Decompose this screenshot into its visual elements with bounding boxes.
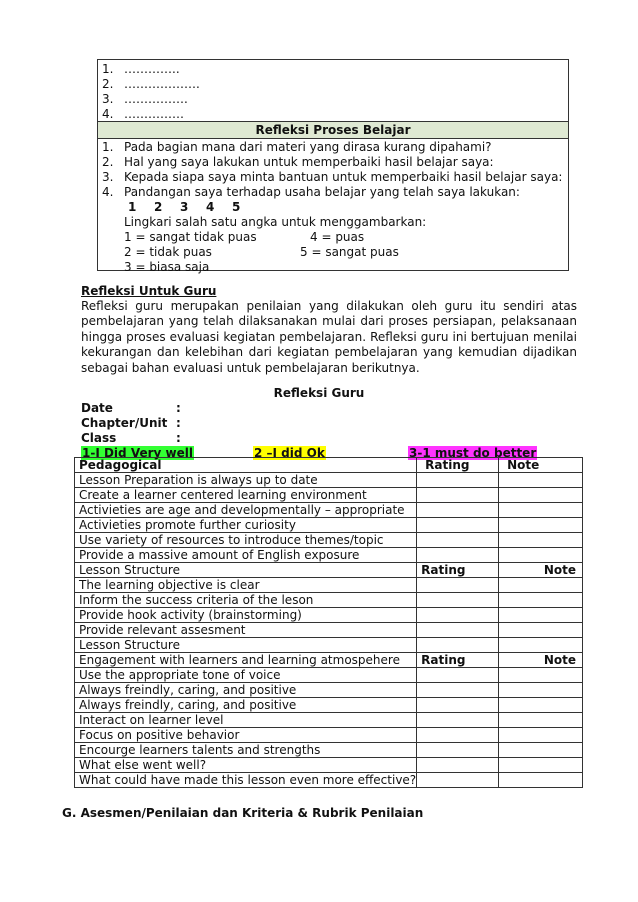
- list-item: 1. …………..: [102, 62, 180, 76]
- table-row: [75, 608, 583, 623]
- proses-list: [98, 140, 568, 275]
- table-row: [75, 713, 583, 728]
- table-row: [75, 488, 583, 503]
- table-cell-note: [499, 668, 583, 683]
- table-row: [75, 623, 583, 638]
- table-row: [75, 518, 583, 533]
- table-row: [75, 593, 583, 608]
- table-row: [75, 533, 583, 548]
- refleksi-guru-title: Refleksi Guru: [273, 386, 365, 400]
- table-cell-note: [499, 623, 583, 638]
- table-cell-item: Focus on positive behavior: [75, 728, 417, 743]
- table-row: [75, 683, 583, 698]
- scale-legend-row: 2 = tidak puas 5 = sangat puas: [124, 245, 399, 259]
- table-cell-rating: [417, 623, 499, 638]
- table-cell-item: The learning objective is clear: [75, 578, 417, 593]
- table-cell-item: Interact on learner level: [75, 713, 417, 728]
- table-cell-note: [499, 548, 583, 563]
- table-row: [75, 473, 583, 488]
- scale-legend-row: 3 = biasa saja: [124, 260, 210, 274]
- table-cell-note: [499, 683, 583, 698]
- table-row: [75, 638, 583, 653]
- table-cell-item: Activieties are age and developmentally – appropriate: [75, 503, 417, 518]
- table-cell-item: Use variety of resources to introduce themes/topic: [75, 533, 417, 548]
- list-item: 2. Hal yang saya lakukan untuk memperbaiki hasil belajar saya:: [102, 155, 494, 169]
- blank-list: [98, 60, 568, 122]
- table-cell-rating: [417, 593, 499, 608]
- instruction-text: Lingkari salah satu angka untuk menggambarkan:: [124, 215, 427, 229]
- reflection-table: [74, 457, 583, 788]
- table-cell-note: [499, 758, 583, 773]
- table-cell-item: Engagement with learners and learning atmospehere: [75, 653, 417, 668]
- table-row: [75, 758, 583, 773]
- table-row: [75, 668, 583, 683]
- list-item: 4. ……………: [102, 107, 184, 121]
- table-cell-rating: [417, 488, 499, 503]
- table-cell-item: Pedagogical: [75, 458, 417, 473]
- legend-ok: 2 –I did Ok: [254, 446, 325, 460]
- table-row: [75, 698, 583, 713]
- table-cell-item: What else went well?: [75, 758, 417, 773]
- table-cell-note: [499, 488, 583, 503]
- guru-paragraph: Refleksi guru merupakan penilaian yang dilakukan oleh guru itu sendiri atas pembelajaran yang telah dilaksanakan mulai dari proses persiapan, pelaksanaan hingga proses evaluasi kegiatan pembelajaran. Refleksi guru ini bertujuan menilai kekurangan dan kelebihan dari kegiatan pembelajaran yang kemudian dijadikan sebagai bahan evaluasi untuk pembelajaran berikutnya.: [81, 299, 577, 375]
- table-cell-rating: [417, 518, 499, 533]
- table-row: [75, 773, 583, 788]
- proses-header: Refleksi Proses Belajar: [98, 121, 568, 139]
- table-cell-rating: [417, 668, 499, 683]
- table-cell-rating: Rating: [417, 563, 499, 578]
- table-cell-rating: [417, 548, 499, 563]
- table-cell-note: [499, 518, 583, 533]
- table-cell-rating: Rating: [417, 458, 499, 473]
- table-row: [75, 503, 583, 518]
- table-cell-item: Lesson Structure: [75, 638, 417, 653]
- meta-date: Date :: [81, 401, 181, 415]
- table-row: [75, 653, 583, 668]
- table-cell-item: What could have made this lesson even more effective?: [75, 773, 417, 788]
- table-row: [75, 743, 583, 758]
- table-row: [75, 578, 583, 593]
- table-cell-note: [499, 578, 583, 593]
- table-cell-rating: [417, 743, 499, 758]
- table-cell-note: [499, 698, 583, 713]
- table-cell-note: [499, 503, 583, 518]
- table-cell-note: [499, 713, 583, 728]
- table-cell-item: Inform the success criteria of the leson: [75, 593, 417, 608]
- table-cell-item: Lesson Structure: [75, 563, 417, 578]
- meta-class: Class :: [81, 431, 181, 445]
- table-cell-item: Provide hook activity (brainstorming): [75, 608, 417, 623]
- table-row: [75, 548, 583, 563]
- legend-better: 3-1 must do better: [409, 446, 537, 460]
- table-cell-note: [499, 608, 583, 623]
- table-cell-item: Use the appropriate tone of voice: [75, 668, 417, 683]
- table-cell-note: Note: [499, 563, 583, 578]
- table-cell-rating: [417, 698, 499, 713]
- reflection-box: [97, 59, 569, 274]
- table-cell-item: Always freindly, caring, and positive: [75, 683, 417, 698]
- table-cell-rating: [417, 758, 499, 773]
- table-cell-rating: [417, 578, 499, 593]
- table-cell-note: Note: [499, 653, 583, 668]
- table-cell-item: Always freindly, caring, and positive: [75, 698, 417, 713]
- table-cell-item: Encourge learners talents and strengths: [75, 743, 417, 758]
- table-cell-item: Create a learner centered learning environment: [75, 488, 417, 503]
- table-cell-item: Provide a massive amount of English exposure: [75, 548, 417, 563]
- table-cell-item: Lesson Preparation is always up to date: [75, 473, 417, 488]
- table-cell-note: [499, 533, 583, 548]
- table-cell-rating: [417, 608, 499, 623]
- table-row: [75, 458, 583, 473]
- list-item: 4. Pandangan saya terhadap usaha belajar yang telah saya lakukan:: [102, 185, 520, 199]
- list-item: 2. ……………….: [102, 77, 200, 91]
- table-cell-note: Note: [499, 458, 583, 473]
- legend-good: 1-I Did Very well: [82, 446, 193, 460]
- table-cell-item: Provide relevant assesment: [75, 623, 417, 638]
- table-cell-item: Activieties promote further curiosity: [75, 518, 417, 533]
- table-cell-note: [499, 593, 583, 608]
- table-cell-rating: [417, 503, 499, 518]
- scale-legend-row: 1 = sangat tidak puas 4 = puas: [124, 230, 365, 244]
- table-cell-note: [499, 728, 583, 743]
- meta-chapter: Chapter/Unit :: [81, 416, 181, 430]
- table-cell-note: [499, 473, 583, 488]
- table-cell-rating: [417, 533, 499, 548]
- table-cell-rating: [417, 473, 499, 488]
- list-item: 1. Pada bagian mana dari materi yang dirasa kurang dipahami?: [102, 140, 492, 154]
- guru-title: Refleksi Untuk Guru: [81, 284, 217, 298]
- rating-scale: 1 2 3 4 5: [128, 200, 241, 214]
- table-cell-rating: [417, 773, 499, 788]
- list-item: 3. Kepada siapa saya minta bantuan untuk memperbaiki hasil belajar saya:: [102, 170, 563, 184]
- table-cell-rating: [417, 683, 499, 698]
- table-cell-note: [499, 743, 583, 758]
- list-item: 3. …………….: [102, 92, 188, 106]
- table-cell-rating: [417, 728, 499, 743]
- table-cell-rating: [417, 638, 499, 653]
- table-row: [75, 563, 583, 578]
- table-cell-note: [499, 773, 583, 788]
- table-cell-rating: Rating: [417, 653, 499, 668]
- section-heading: G. Asesmen/Penilaian dan Kriteria & Rubrik Penilaian: [62, 806, 424, 820]
- table-cell-rating: [417, 713, 499, 728]
- table-cell-note: [499, 638, 583, 653]
- table-row: [75, 728, 583, 743]
